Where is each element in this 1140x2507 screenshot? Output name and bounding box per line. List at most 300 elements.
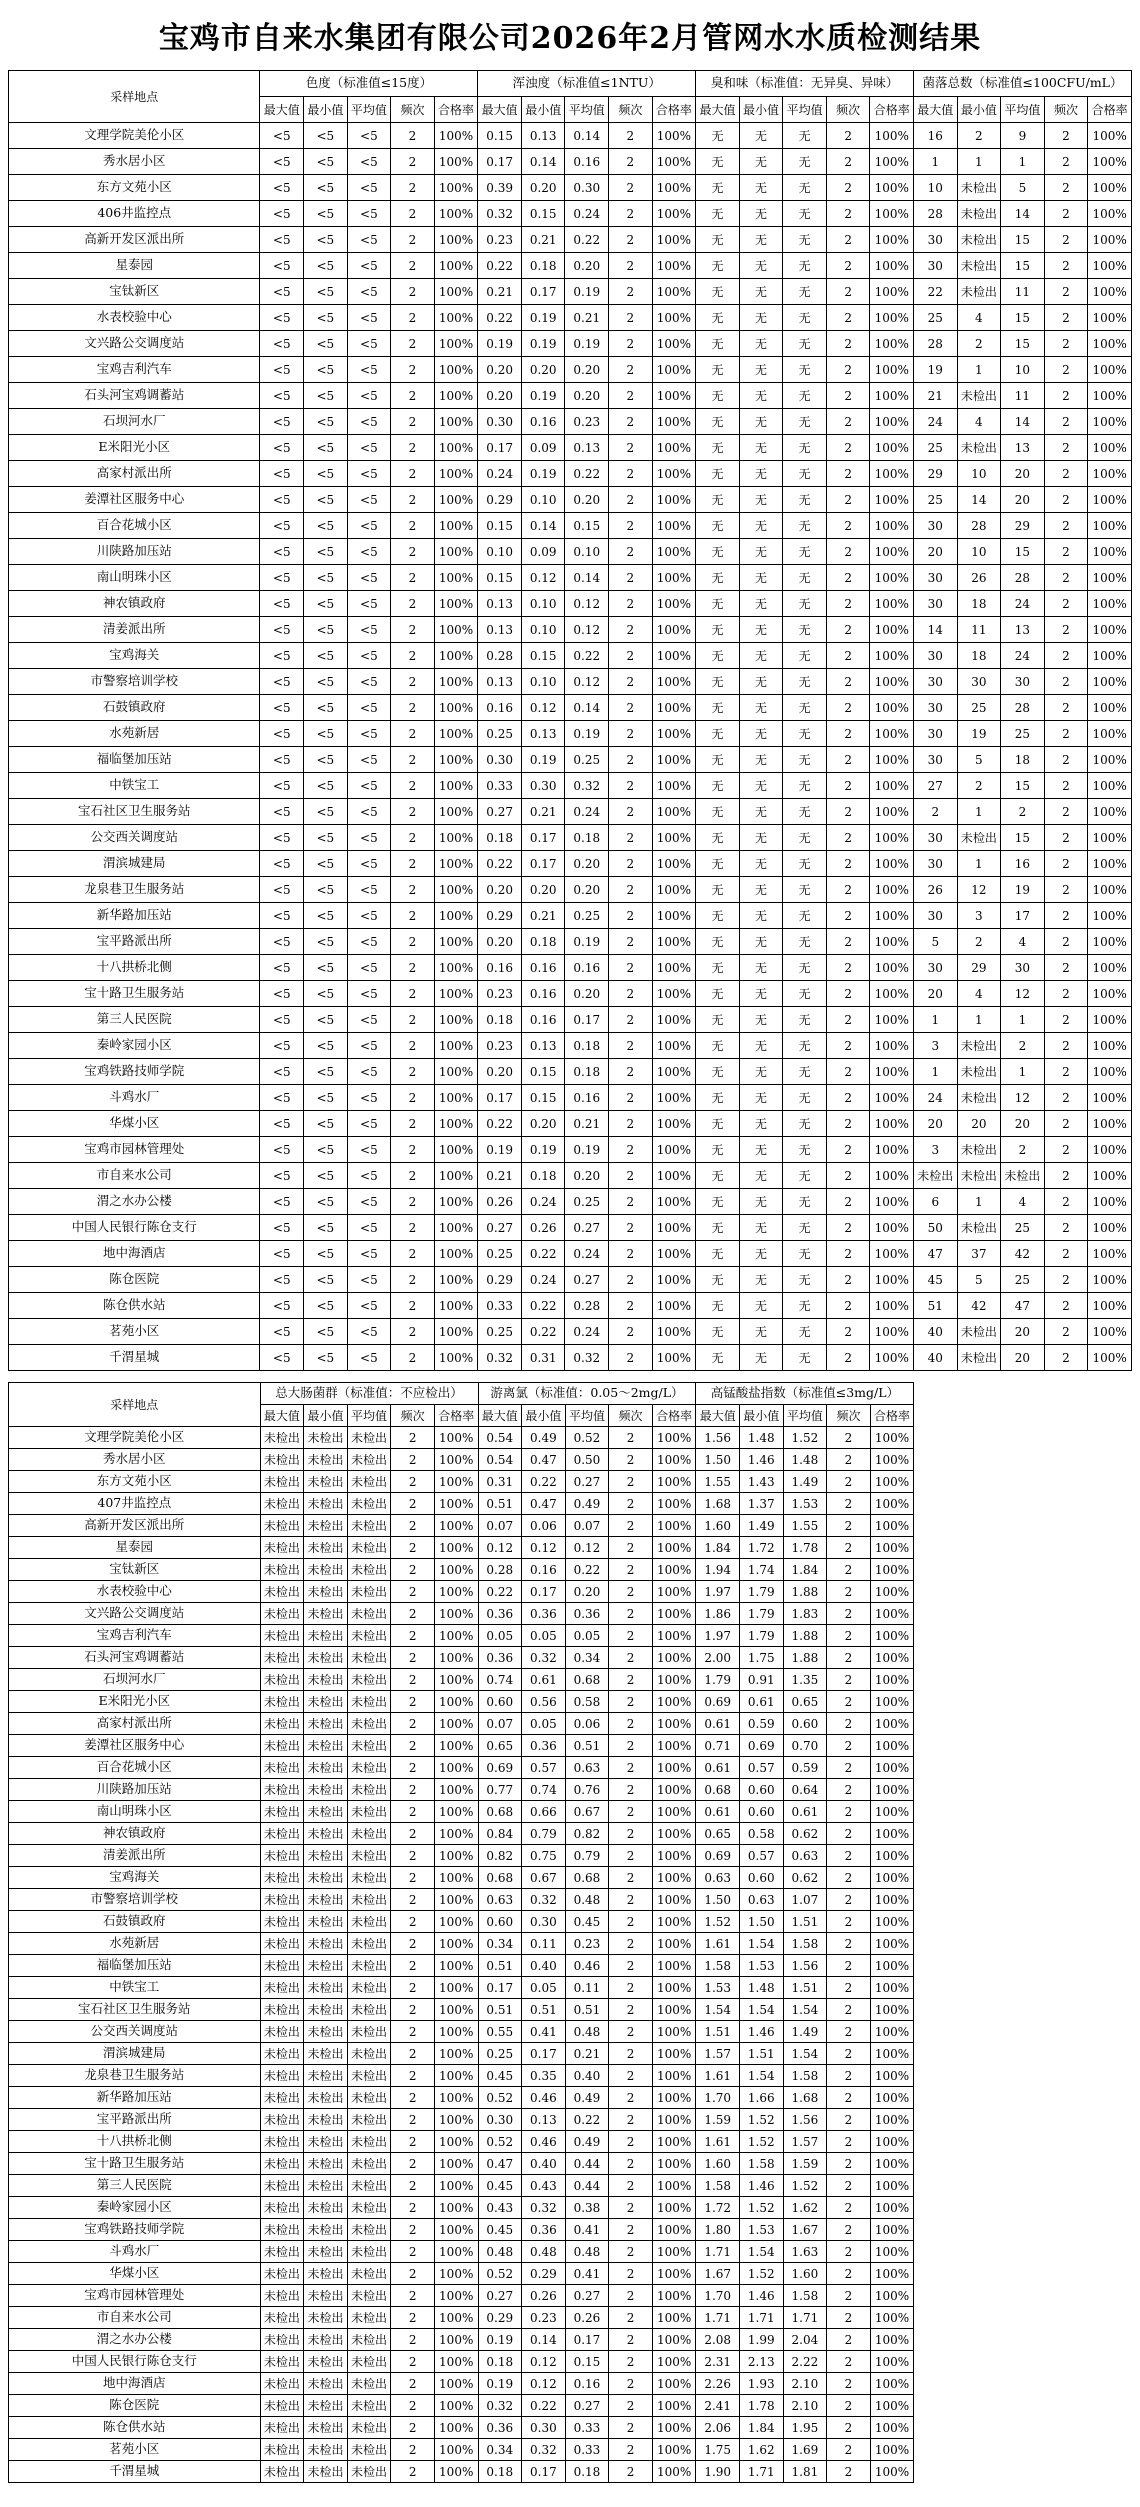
value-cell: 无	[783, 331, 827, 357]
value-cell: 0.30	[521, 773, 565, 799]
value-cell: 0.20	[521, 357, 565, 383]
value-cell: 0.18	[521, 253, 565, 279]
value-cell: 100%	[870, 1189, 914, 1215]
value-cell: 0.74	[522, 1779, 566, 1801]
value-cell: 30	[914, 253, 958, 279]
value-cell: 无	[783, 877, 827, 903]
value-cell: 100%	[1088, 903, 1132, 929]
value-cell: 0.67	[565, 1801, 609, 1823]
value-cell: 100%	[652, 877, 696, 903]
value-cell: 无	[783, 773, 827, 799]
value-cell: <5	[347, 305, 391, 331]
value-cell: 20	[1001, 487, 1045, 513]
value-cell: 2	[609, 773, 653, 799]
value-cell: 0.19	[565, 331, 609, 357]
value-cell: <5	[260, 539, 304, 565]
value-cell: 3	[914, 1033, 958, 1059]
value-cell: 100%	[870, 1603, 914, 1625]
value-cell: 0.36	[522, 1603, 566, 1625]
value-cell: 无	[783, 279, 827, 305]
value-cell: 未检出	[957, 825, 1001, 851]
sampling-site-cell: 渭滨城建局	[9, 851, 260, 877]
value-cell: 2	[827, 1669, 871, 1691]
stat-column-header: 最大值	[260, 1405, 304, 1427]
value-cell: 2	[391, 1007, 435, 1033]
value-cell: 无	[739, 149, 783, 175]
value-cell: 未检出	[304, 1801, 348, 1823]
value-cell: 2	[609, 1867, 653, 1889]
value-cell: 2	[826, 773, 870, 799]
value-cell: 2	[609, 2439, 653, 2461]
value-cell: 100%	[870, 1625, 914, 1647]
value-cell: 24	[1001, 643, 1045, 669]
value-cell: 2	[826, 1085, 870, 1111]
value-cell: <5	[304, 643, 348, 669]
value-cell: 100%	[870, 2131, 914, 2153]
value-cell: 100%	[652, 487, 696, 513]
value-cell: 100%	[652, 2131, 696, 2153]
value-cell: 100%	[434, 773, 478, 799]
value-cell: 未检出	[304, 2461, 348, 2483]
value-cell: 0.20	[521, 175, 565, 201]
value-cell: 无	[696, 513, 740, 539]
value-cell: 未检出	[347, 2351, 391, 2373]
value-cell: 无	[696, 357, 740, 383]
value-cell: 100%	[652, 175, 696, 201]
value-cell: 无	[783, 1267, 827, 1293]
value-cell: 0.56	[522, 1691, 566, 1713]
value-cell: <5	[347, 1241, 391, 1267]
value-cell: <5	[260, 1163, 304, 1189]
value-cell: 2	[609, 825, 653, 851]
value-cell: 2	[391, 227, 435, 253]
value-cell: 未检出	[304, 2109, 348, 2131]
value-cell: 0.66	[522, 1801, 566, 1823]
stat-column-header: 平均值	[347, 1405, 391, 1427]
value-cell: 0.48	[565, 2241, 609, 2263]
value-cell: 0.63	[565, 1757, 609, 1779]
value-cell: 1.52	[783, 2175, 827, 2197]
value-cell: 2	[1044, 747, 1088, 773]
value-cell: 1.60	[696, 2153, 740, 2175]
value-cell: 2	[826, 175, 870, 201]
value-cell: 0.25	[478, 721, 522, 747]
value-cell: 2	[391, 2395, 435, 2417]
value-cell: 25	[914, 435, 958, 461]
value-cell: 未检出	[260, 1691, 304, 1713]
value-cell: 2	[827, 1933, 871, 1955]
value-cell: 无	[739, 253, 783, 279]
value-cell: 0.79	[565, 1845, 609, 1867]
table-row	[9, 851, 1132, 877]
value-cell: 100%	[870, 331, 914, 357]
value-cell: 0.22	[478, 851, 522, 877]
value-cell: 未检出	[957, 175, 1001, 201]
value-cell: 1.84	[740, 2417, 784, 2439]
value-cell: 无	[739, 669, 783, 695]
value-cell: 未检出	[304, 1493, 348, 1515]
value-cell: 100%	[870, 929, 914, 955]
value-cell: 未检出	[304, 1427, 348, 1449]
value-cell: 100%	[652, 539, 696, 565]
value-cell: 2	[826, 149, 870, 175]
value-cell: 100%	[434, 201, 478, 227]
value-cell: 无	[783, 1345, 827, 1371]
value-cell: 0.69	[696, 1845, 740, 1867]
value-cell: 37	[957, 1241, 1001, 1267]
value-cell: 100%	[652, 1493, 696, 1515]
value-cell: 0.10	[521, 669, 565, 695]
value-cell: 29	[957, 955, 1001, 981]
sampling-site-cell: 东方文苑小区	[9, 1471, 261, 1493]
sampling-site-cell: 水表校验中心	[9, 305, 260, 331]
value-cell: 2	[391, 1669, 435, 1691]
value-cell: 0.75	[522, 1845, 566, 1867]
value-cell: 2	[1044, 955, 1088, 981]
value-cell: 0.50	[565, 1449, 609, 1471]
value-cell: 0.25	[478, 1319, 522, 1345]
value-cell: 0.74	[478, 1669, 522, 1691]
value-cell: 100%	[870, 383, 914, 409]
value-cell: 2	[1044, 175, 1088, 201]
table-row	[9, 305, 1132, 331]
value-cell: 2	[827, 2395, 871, 2417]
value-cell: 0.22	[478, 1581, 522, 1603]
value-cell: 未检出	[957, 1163, 1001, 1189]
value-cell: 100%	[1088, 669, 1132, 695]
value-cell: 0.15	[565, 513, 609, 539]
table-row	[9, 799, 1132, 825]
value-cell: <5	[347, 669, 391, 695]
value-cell: <5	[304, 201, 348, 227]
sampling-site-cell: 宝鸡市园林管理处	[9, 2285, 261, 2307]
value-cell: 无	[783, 617, 827, 643]
value-cell: 0.18	[565, 1059, 609, 1085]
value-cell: 100%	[434, 721, 478, 747]
sampling-site-cell: 南山明珠小区	[9, 565, 260, 591]
value-cell: <5	[304, 513, 348, 539]
value-cell: 1	[1001, 149, 1045, 175]
value-cell: 24	[1001, 591, 1045, 617]
value-cell: 2	[609, 1537, 653, 1559]
value-cell: 无	[739, 123, 783, 149]
value-cell: 2	[391, 1449, 435, 1471]
sampling-site-cell: 华煤小区	[9, 2263, 261, 2285]
value-cell: 2	[391, 1293, 435, 1319]
value-cell: 2	[391, 123, 435, 149]
value-cell: 2	[826, 1111, 870, 1137]
value-cell: 2	[1044, 513, 1088, 539]
value-cell: <5	[260, 591, 304, 617]
value-cell: 24	[914, 1085, 958, 1111]
value-cell: 2	[1044, 981, 1088, 1007]
sampling-site-cell: 市自来水公司	[9, 2307, 261, 2329]
value-cell: 1.56	[696, 1427, 740, 1449]
value-cell: 0.15	[521, 1059, 565, 1085]
value-cell: 未检出	[347, 2461, 391, 2483]
value-cell: 0.32	[478, 1345, 522, 1371]
value-cell: 无	[696, 1189, 740, 1215]
value-cell: 100%	[434, 1933, 478, 1955]
value-cell: 0.44	[565, 2153, 609, 2175]
value-cell: 1.61	[696, 1933, 740, 1955]
value-cell: 2	[827, 1427, 871, 1449]
value-cell: 1.84	[696, 1537, 740, 1559]
value-cell: 100%	[652, 2329, 696, 2351]
value-cell: 无	[696, 149, 740, 175]
value-cell: <5	[304, 565, 348, 591]
value-cell: 0.07	[565, 1515, 609, 1537]
value-cell: 100%	[870, 565, 914, 591]
value-cell: 100%	[652, 2087, 696, 2109]
value-cell: 无	[739, 1163, 783, 1189]
value-cell: 2	[391, 1215, 435, 1241]
value-cell: <5	[304, 539, 348, 565]
value-cell: 未检出	[304, 1735, 348, 1757]
value-cell: 100%	[434, 1293, 478, 1319]
value-cell: 100%	[870, 2329, 914, 2351]
value-cell: <5	[260, 331, 304, 357]
value-cell: 0.30	[565, 175, 609, 201]
value-cell: 2	[1044, 357, 1088, 383]
value-cell: 1.97	[696, 1625, 740, 1647]
value-cell: 2	[391, 903, 435, 929]
value-cell: 100%	[434, 565, 478, 591]
value-cell: 2	[391, 1163, 435, 1189]
value-cell: 26	[957, 565, 1001, 591]
value-cell: 2	[391, 2087, 435, 2109]
value-cell: 100%	[434, 1515, 478, 1537]
page-title: 宝鸡市自来水集团有限公司2026年2月管网水水质检测结果	[158, 21, 982, 56]
value-cell: 30	[914, 695, 958, 721]
value-cell: 14	[1001, 201, 1045, 227]
value-cell: 未检出	[260, 1449, 304, 1471]
value-cell: 1.48	[740, 1977, 784, 1999]
value-cell: 100%	[652, 2065, 696, 2087]
table-row	[9, 617, 1132, 643]
value-cell: <5	[304, 331, 348, 357]
value-cell: 2	[826, 383, 870, 409]
value-cell: 1.58	[783, 2065, 827, 2087]
value-cell: 2	[1044, 1241, 1088, 1267]
value-cell: 2	[609, 1823, 653, 1845]
value-cell: 100%	[652, 2351, 696, 2373]
value-cell: 100%	[870, 2439, 914, 2461]
value-cell: 4	[957, 981, 1001, 1007]
value-cell: 未检出	[347, 1471, 391, 1493]
value-cell: 100%	[434, 2395, 478, 2417]
value-cell: 未检出	[347, 1537, 391, 1559]
value-cell: 0.29	[478, 487, 522, 513]
value-cell: 0.21	[521, 227, 565, 253]
value-cell: 2	[391, 773, 435, 799]
value-cell: 100%	[652, 2175, 696, 2197]
value-cell: <5	[304, 1293, 348, 1319]
value-cell: 0.65	[783, 1691, 827, 1713]
value-cell: 0.82	[478, 1845, 522, 1867]
value-cell: 2	[826, 695, 870, 721]
value-cell: 0.10	[521, 487, 565, 513]
stat-column-header: 频次	[609, 1405, 653, 1427]
value-cell: 100%	[652, 331, 696, 357]
stat-column-header: 合格率	[434, 97, 478, 123]
value-cell: 100%	[1088, 929, 1132, 955]
value-cell: 4	[1001, 1189, 1045, 1215]
value-cell: 0.38	[565, 2197, 609, 2219]
value-cell: 无	[739, 1111, 783, 1137]
value-cell: 2	[609, 201, 653, 227]
value-cell: 0.19	[521, 747, 565, 773]
value-cell: 未检出	[304, 1647, 348, 1669]
value-cell: 无	[783, 955, 827, 981]
value-cell: 未检出	[260, 2329, 304, 2351]
parameter-group-header: 色度（标准值≤15度）	[260, 71, 478, 97]
value-cell: 未检出	[260, 2153, 304, 2175]
value-cell: 2	[391, 2109, 435, 2131]
value-cell: 无	[739, 539, 783, 565]
value-cell: 无	[739, 1059, 783, 1085]
blank-area	[914, 1383, 1132, 2483]
value-cell: 100%	[1088, 851, 1132, 877]
table-row	[9, 1007, 1132, 1033]
value-cell: 2	[609, 1319, 653, 1345]
value-cell: 30	[914, 643, 958, 669]
value-cell: 0.25	[478, 2043, 522, 2065]
sampling-site-cell: 清姜派出所	[9, 617, 260, 643]
value-cell: 100%	[434, 1999, 478, 2021]
value-cell: <5	[304, 773, 348, 799]
value-cell: <5	[347, 851, 391, 877]
value-cell: 1.88	[783, 1625, 827, 1647]
value-cell: 2	[827, 1867, 871, 1889]
value-cell: 0.21	[565, 2043, 609, 2065]
value-cell: 0.12	[565, 669, 609, 695]
value-cell: 100%	[434, 799, 478, 825]
value-cell: 2	[826, 565, 870, 591]
value-cell: 100%	[652, 565, 696, 591]
value-cell: 2	[391, 2307, 435, 2329]
value-cell: 0.40	[522, 2153, 566, 2175]
value-cell: 100%	[870, 1933, 914, 1955]
value-cell: 100%	[870, 1691, 914, 1713]
value-cell: 0.14	[521, 149, 565, 175]
value-cell: 0.15	[565, 2351, 609, 2373]
table-row	[9, 981, 1132, 1007]
value-cell: 100%	[652, 1581, 696, 1603]
value-cell: 20	[957, 1111, 1001, 1137]
value-cell: 无	[783, 383, 827, 409]
value-cell: 无	[783, 1085, 827, 1111]
value-cell: 1.79	[740, 1625, 784, 1647]
value-cell: 2	[391, 2461, 435, 2483]
value-cell: 2	[391, 2043, 435, 2065]
value-cell: 2	[1044, 1293, 1088, 1319]
value-cell: 未检出	[260, 1625, 304, 1647]
table-row	[9, 903, 1132, 929]
value-cell: 0.48	[522, 2241, 566, 2263]
parameter-group-header: 菌落总数（标准值≤100CFU/mL）	[914, 71, 1132, 97]
value-cell: 2	[609, 2021, 653, 2043]
value-cell: 1.55	[696, 1471, 740, 1493]
value-cell: 2	[827, 2263, 871, 2285]
value-cell: 未检出	[260, 2285, 304, 2307]
value-cell: 100%	[652, 1267, 696, 1293]
value-cell: 100%	[1088, 539, 1132, 565]
value-cell: 100%	[652, 929, 696, 955]
value-cell: 100%	[652, 1801, 696, 1823]
value-cell: 无	[696, 227, 740, 253]
value-cell: 2	[391, 955, 435, 981]
value-cell: 2	[1044, 695, 1088, 721]
value-cell: 100%	[870, 149, 914, 175]
value-cell: 100%	[434, 955, 478, 981]
value-cell: 100%	[434, 357, 478, 383]
value-cell: 无	[739, 1345, 783, 1371]
value-cell: 2	[827, 1559, 871, 1581]
value-cell: 0.19	[521, 383, 565, 409]
value-cell: <5	[304, 1345, 348, 1371]
value-cell: 100%	[1088, 1215, 1132, 1241]
sampling-site-cell: 斗鸡水厂	[9, 2241, 261, 2263]
value-cell: 100%	[870, 2263, 914, 2285]
value-cell: 100%	[870, 461, 914, 487]
table-row	[9, 591, 1132, 617]
value-cell: 0.21	[565, 1111, 609, 1137]
value-cell: 9	[1001, 123, 1045, 149]
value-cell: 无	[739, 1085, 783, 1111]
value-cell: 2	[391, 2417, 435, 2439]
value-cell: 0.59	[740, 1713, 784, 1735]
value-cell: <5	[347, 1215, 391, 1241]
value-cell: <5	[260, 643, 304, 669]
value-cell: 1.72	[740, 1537, 784, 1559]
value-cell: 未检出	[260, 1933, 304, 1955]
value-cell: 未检出	[304, 1977, 348, 1999]
value-cell: 0.17	[478, 435, 522, 461]
value-cell: 2	[391, 1845, 435, 1867]
table-row	[9, 1085, 1132, 1111]
value-cell: 100%	[870, 1111, 914, 1137]
value-cell: 未检出	[304, 1559, 348, 1581]
sampling-site-cell: 文兴路公交调度站	[9, 1603, 261, 1625]
value-cell: 无	[783, 201, 827, 227]
value-cell: 100%	[434, 279, 478, 305]
value-cell: 100%	[870, 513, 914, 539]
value-cell: 2	[391, 1559, 435, 1581]
value-cell: 100%	[652, 773, 696, 799]
value-cell: <5	[304, 1007, 348, 1033]
value-cell: 无	[783, 1319, 827, 1345]
value-cell: <5	[260, 747, 304, 773]
sampling-site-cell: 宝十路卫生服务站	[9, 2153, 261, 2175]
value-cell: 1	[914, 1007, 958, 1033]
value-cell: 无	[783, 305, 827, 331]
value-cell: 0.26	[521, 1215, 565, 1241]
value-cell: 2	[391, 2241, 435, 2263]
value-cell: 100%	[870, 1801, 914, 1823]
value-cell: 2	[827, 1823, 871, 1845]
value-cell: 2	[609, 1559, 653, 1581]
value-cell: 100%	[434, 2263, 478, 2285]
value-cell: 100%	[1088, 461, 1132, 487]
value-cell: 2	[827, 2461, 871, 2483]
value-cell: 2	[391, 1493, 435, 1515]
value-cell: 2	[609, 1801, 653, 1823]
value-cell: 2	[1044, 123, 1088, 149]
value-cell: 0.15	[478, 123, 522, 149]
sampling-site-cell: 茗苑小区	[9, 1319, 260, 1345]
value-cell: 无	[696, 1059, 740, 1085]
